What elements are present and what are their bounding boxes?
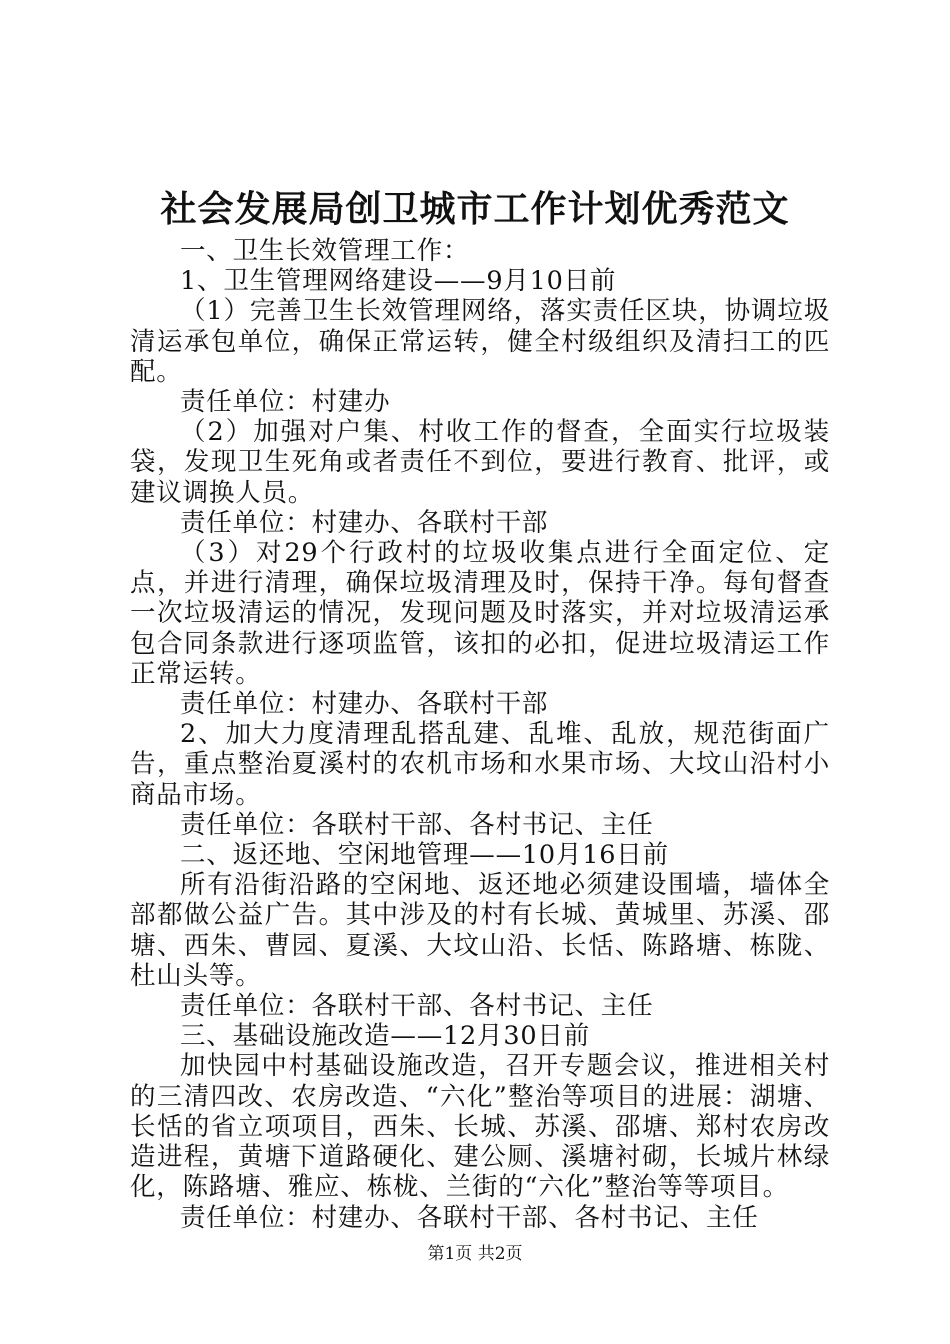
item-paragraph: 加快园中村基础设施改造，召开专题会议，推进相关村的三清四改、农房改造、“六化”整治等项目的进展：湖塘、长恬的省立项项目，西朱、长城、苏溪、邵塘、郑村农房改造进程，黄塘下道路硬化、建公厕、溪塘衬砌，长城片林绿化，陈路塘、雅应、栋栊、兰街的“六化”整治等等项目。 — [130, 1051, 830, 1203]
item-paragraph: （2）加强对户集、村收工作的督查，全面实行垃圾装袋，发现卫生死角或者责任不到位，要进行教育、批评，或建议调换人员。 — [130, 417, 830, 508]
section-heading-2: 二、返还地、空闲地管理——10月16日前 — [180, 840, 669, 871]
section-heading-1: 一、卫生长效管理工作： — [180, 236, 470, 266]
item-paragraph: （1）完善卫生长效管理网络，落实责任区块，协调垃圾清运承包单位，确保正常运转，健全村级组织及清扫工的匹配。 — [130, 296, 830, 387]
responsible-unit: 责任单位：村建办、各联村干部 — [180, 689, 549, 720]
item-paragraph: （3）对29个行政村的垃圾收集点进行全面定位、定点，并进行清理，确保垃圾清理及时，保持干净。每旬督查一次垃圾清运的情况，发现问题及时落实，并对垃圾清运承包合同条款进行逐项监管，该扣的必扣，促进垃圾清运工作正常运转。 — [130, 538, 830, 689]
section-heading-3: 三、基础设施改造——12月30日前 — [180, 1021, 590, 1052]
responsible-unit: 责任单位：村建办 — [180, 387, 391, 418]
page-footer: 第1页 共2页 — [427, 1244, 523, 1264]
subsection-heading: 1、卫生管理网络建设——9月10日前 — [180, 266, 617, 297]
responsible-unit: 责任单位：各联村干部、各村书记、主任 — [180, 809, 654, 840]
responsible-unit: 责任单位：各联村干部、各村书记、主任 — [180, 991, 654, 1022]
document-body — [130, 236, 830, 1233]
item-paragraph: 所有沿街沿路的空闲地、返还地必须建设围墙，墙体全部都做公益广告。其中涉及的村有长城、黄城里、苏溪、邵塘、西朱、曹园、夏溪、大坟山沿、长恬、陈路塘、栋陇、杜山头等。 — [130, 870, 830, 991]
document-title: 社会发展局创卫城市工作计划优秀范文 — [160, 188, 790, 230]
responsible-unit: 责任单位：村建办、各联村干部、各村书记、主任 — [180, 1202, 759, 1233]
item-paragraph: 2、加大力度清理乱搭乱建、乱堆、乱放，规范街面广告，重点整治夏溪村的农机市场和水果市场、大坟山沿村小商品市场。 — [130, 719, 830, 810]
responsible-unit: 责任单位：村建办、各联村干部 — [180, 507, 549, 538]
